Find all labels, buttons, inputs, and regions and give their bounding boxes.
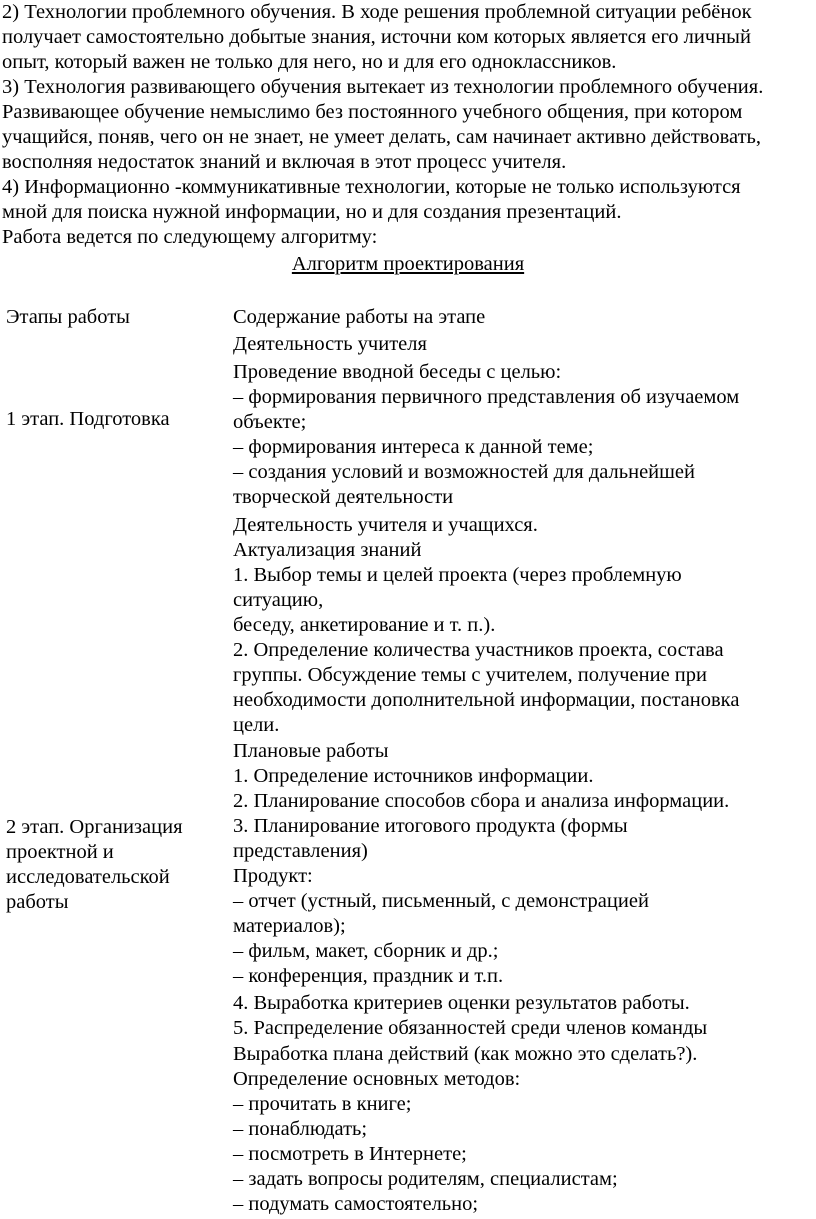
stage2-line: – фильм, макет, сборник и др.;	[233, 940, 499, 962]
stage2-line: 3. Планирование итогового продукта (формы	[233, 815, 628, 837]
stage1-line: Проведение вводной беседы с целью:	[233, 361, 562, 383]
table-title: Алгоритм проектирования	[291, 253, 525, 275]
intro-line: Работа ведется по следующему алгоритму:	[2, 226, 378, 248]
stage1-label: 1 этап. Подготовка	[6, 408, 170, 430]
intro-line: получает самостоятельно добытые знания, источни ком которых является его личный	[2, 26, 751, 48]
stage2-line: – отчет (устный, письменный, с демонстрацией	[233, 890, 649, 912]
stage1-line: творческой деятельности	[233, 486, 454, 508]
stage2-line: 2. Планирование способов сбора и анализа информации.	[233, 790, 730, 812]
intro-line: 2) Технологии проблемного обучения. В ходе решения проблемной ситуации ребёнок	[2, 1, 752, 23]
stage1-line: Деятельность учителя	[233, 333, 427, 355]
stage2-line: – конференция, праздник и т.п.	[233, 965, 504, 987]
intro-line: опыт, который важен не только для него, но и для его одноклассников.	[2, 51, 617, 73]
stage2-line: Актуализация знаний	[233, 539, 422, 561]
stage2-line: 5. Распределение обязанностей среди членов команды	[233, 1017, 708, 1039]
stage2-line: 1. Выбор темы и целей проекта (через проблемную	[233, 564, 682, 586]
intro-line: Развивающее обучение немыслимо без постоянного учебного общения, при котором	[2, 101, 743, 123]
stage2-line: – задать вопросы родителям, специалистам;	[233, 1168, 618, 1190]
stage2-line: 4. Выработка критериев оценки результатов работы.	[233, 992, 690, 1014]
header-content: Содержание работы на этапе	[233, 306, 486, 328]
stage2-line: беседу, анкетирование и т. п.).	[233, 614, 496, 636]
stage1-line: – формирования интереса к данной теме;	[233, 436, 594, 458]
stage2-line: цели.	[233, 714, 280, 736]
stage2-line: 1. Определение источников информации.	[233, 765, 594, 787]
stage2-line: представления)	[233, 840, 368, 862]
intro-line: восполняя недостаток знаний и включая в этот процесс учителя.	[2, 151, 567, 173]
intro-line: 4) Информационно -коммуникативные технологии, которые не только используются	[2, 176, 741, 198]
stage2-line: – прочитать в книге;	[233, 1093, 412, 1115]
intro-line: мной для поиска нужной информации, но и для создания презентаций.	[2, 201, 622, 223]
stage1-line: – создания условий и возможностей для дальнейшей	[233, 461, 696, 483]
stage2-line: – понаблюдать;	[233, 1118, 368, 1140]
stage2-label-line: 2 этап. Организация	[6, 816, 183, 838]
stage2-line: материалов);	[233, 915, 346, 937]
stage2-line: Определение основных методов:	[233, 1068, 521, 1090]
stage2-line: Продукт:	[233, 865, 313, 887]
header-stage: Этапы работы	[6, 306, 130, 328]
stage1-line: – формирования первичного представления об изучаемом	[233, 386, 740, 408]
stage2-line: Деятельность учителя и учащихся.	[233, 514, 538, 536]
stage2-line: ситуацию,	[233, 589, 324, 611]
stage2-line: – подумать самостоятельно;	[233, 1193, 479, 1215]
stage2-label-line: работы	[6, 891, 69, 913]
stage2-line: Выработка плана действий (как можно это сделать?).	[233, 1043, 698, 1065]
intro-line: учащийся, поняв, чего он не знает, не умеет делать, сам начинает активно действовать,	[2, 126, 762, 148]
stage2-line: – посмотреть в Интернете;	[233, 1143, 467, 1165]
stage2-line: необходимости дополнительной информации, постановка	[233, 689, 740, 711]
stage2-line: 2. Определение количества участников проекта, состава	[233, 639, 724, 661]
stage1-line: объекте;	[233, 411, 307, 433]
stage2-line: группы. Обсуждение темы с учителем, получение при	[233, 664, 707, 686]
intro-line: 3) Технология развивающего обучения вытекает из технологии проблемного обучения.	[2, 76, 764, 98]
stage2-line: Плановые работы	[233, 740, 389, 762]
stage2-label-line: исследовательской	[6, 866, 170, 888]
stage2-label-line: проектной и	[6, 841, 114, 863]
